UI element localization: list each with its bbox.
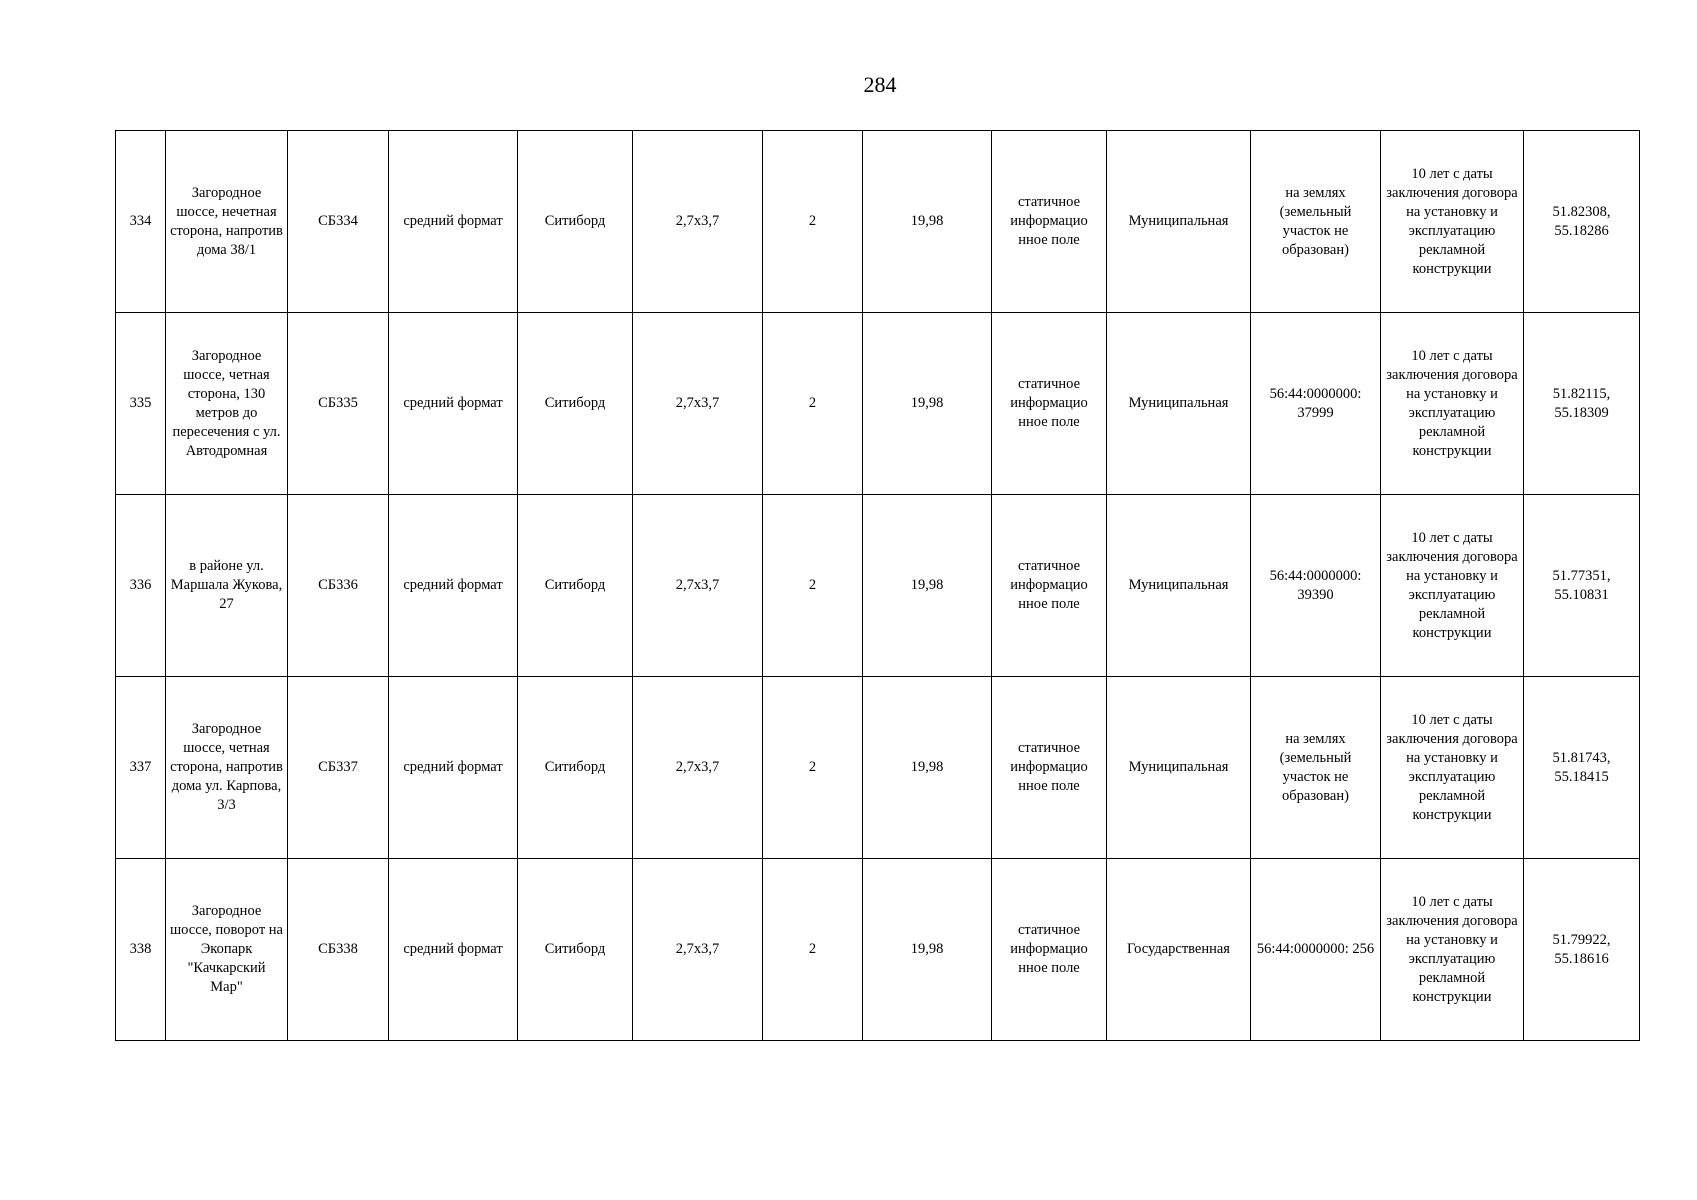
format-cell: средний формат — [389, 859, 518, 1041]
coords-cell: 51.82115, 55.18309 — [1524, 313, 1640, 495]
size-cell: 2,7х3,7 — [633, 313, 763, 495]
row-number: 336 — [116, 495, 166, 677]
row-number: 337 — [116, 677, 166, 859]
format-cell: средний формат — [389, 677, 518, 859]
area-cell: 19,98 — [863, 313, 992, 495]
ownership-cell: Муниципальная — [1107, 677, 1251, 859]
term-cell: 10 лет с даты заключения договора на установку и эксплуатацию рекламной конструкции — [1381, 495, 1524, 677]
row-number: 335 — [116, 313, 166, 495]
term-cell: 10 лет с даты заключения договора на установку и эксплуатацию рекламной конструкции — [1381, 313, 1524, 495]
row-number: 334 — [116, 131, 166, 313]
land-cell: 56:44:0000000: 256 — [1251, 859, 1381, 1041]
table-row — [116, 495, 1640, 677]
ownership-cell: Муниципальная — [1107, 495, 1251, 677]
field-cell: статичное информацио нное поле — [992, 677, 1107, 859]
address-cell: Загородное шоссе, четная сторона, напротив дома ул. Карпова, 3/3 — [166, 677, 288, 859]
address-cell: Загородное шоссе, поворот на Экопарк "Качкарский Мар" — [166, 859, 288, 1041]
registry-table — [115, 130, 1640, 1041]
table-row — [116, 677, 1640, 859]
code-cell: СБ337 — [288, 677, 389, 859]
type-cell: Ситиборд — [518, 131, 633, 313]
size-cell: 2,7х3,7 — [633, 677, 763, 859]
coords-cell: 51.79922, 55.18616 — [1524, 859, 1640, 1041]
area-cell: 19,98 — [863, 495, 992, 677]
format-cell: средний формат — [389, 495, 518, 677]
land-cell: 56:44:0000000: 39390 — [1251, 495, 1381, 677]
size-cell: 2,7х3,7 — [633, 859, 763, 1041]
table-row — [116, 859, 1640, 1041]
sides-cell: 2 — [763, 495, 863, 677]
page-number: 284 — [863, 72, 897, 97]
code-cell: СБ335 — [288, 313, 389, 495]
row-number: 338 — [116, 859, 166, 1041]
land-cell: 56:44:0000000: 37999 — [1251, 313, 1381, 495]
term-cell: 10 лет с даты заключения договора на установку и эксплуатацию рекламной конструкции — [1381, 677, 1524, 859]
type-cell: Ситиборд — [518, 677, 633, 859]
coords-cell: 51.81743, 55.18415 — [1524, 677, 1640, 859]
area-cell: 19,98 — [863, 131, 992, 313]
ownership-cell: Муниципальная — [1107, 313, 1251, 495]
format-cell: средний формат — [389, 131, 518, 313]
field-cell: статичное информацио нное поле — [992, 495, 1107, 677]
type-cell: Ситиборд — [518, 495, 633, 677]
table-row — [116, 131, 1640, 313]
type-cell: Ситиборд — [518, 859, 633, 1041]
size-cell: 2,7х3,7 — [633, 495, 763, 677]
sides-cell: 2 — [763, 313, 863, 495]
field-cell: статичное информацио нное поле — [992, 859, 1107, 1041]
address-cell: Загородное шоссе, нечетная сторона, напротив дома 38/1 — [166, 131, 288, 313]
format-cell: средний формат — [389, 313, 518, 495]
field-cell: статичное информацио нное поле — [992, 313, 1107, 495]
area-cell: 19,98 — [863, 677, 992, 859]
address-cell: Загородное шоссе, четная сторона, 130 метров до пересечения с ул. Автодромная — [166, 313, 288, 495]
code-cell: СБ336 — [288, 495, 389, 677]
land-cell: на землях (земельный участок не образован) — [1251, 677, 1381, 859]
sides-cell: 2 — [763, 131, 863, 313]
ownership-cell: Муниципальная — [1107, 131, 1251, 313]
coords-cell: 51.77351, 55.10831 — [1524, 495, 1640, 677]
code-cell: СБ334 — [288, 131, 389, 313]
address-cell: в районе ул. Маршала Жукова, 27 — [166, 495, 288, 677]
term-cell: 10 лет с даты заключения договора на установку и эксплуатацию рекламной конструкции — [1381, 131, 1524, 313]
code-cell: СБ338 — [288, 859, 389, 1041]
area-cell: 19,98 — [863, 859, 992, 1041]
sides-cell: 2 — [763, 859, 863, 1041]
coords-cell: 51.82308, 55.18286 — [1524, 131, 1640, 313]
type-cell: Ситиборд — [518, 313, 633, 495]
field-cell: статичное информацио нное поле — [992, 131, 1107, 313]
term-cell: 10 лет с даты заключения договора на установку и эксплуатацию рекламной конструкции — [1381, 859, 1524, 1041]
land-cell: на землях (земельный участок не образован) — [1251, 131, 1381, 313]
ownership-cell: Государственная — [1107, 859, 1251, 1041]
table-row — [116, 313, 1640, 495]
sides-cell: 2 — [763, 677, 863, 859]
size-cell: 2,7х3,7 — [633, 131, 763, 313]
